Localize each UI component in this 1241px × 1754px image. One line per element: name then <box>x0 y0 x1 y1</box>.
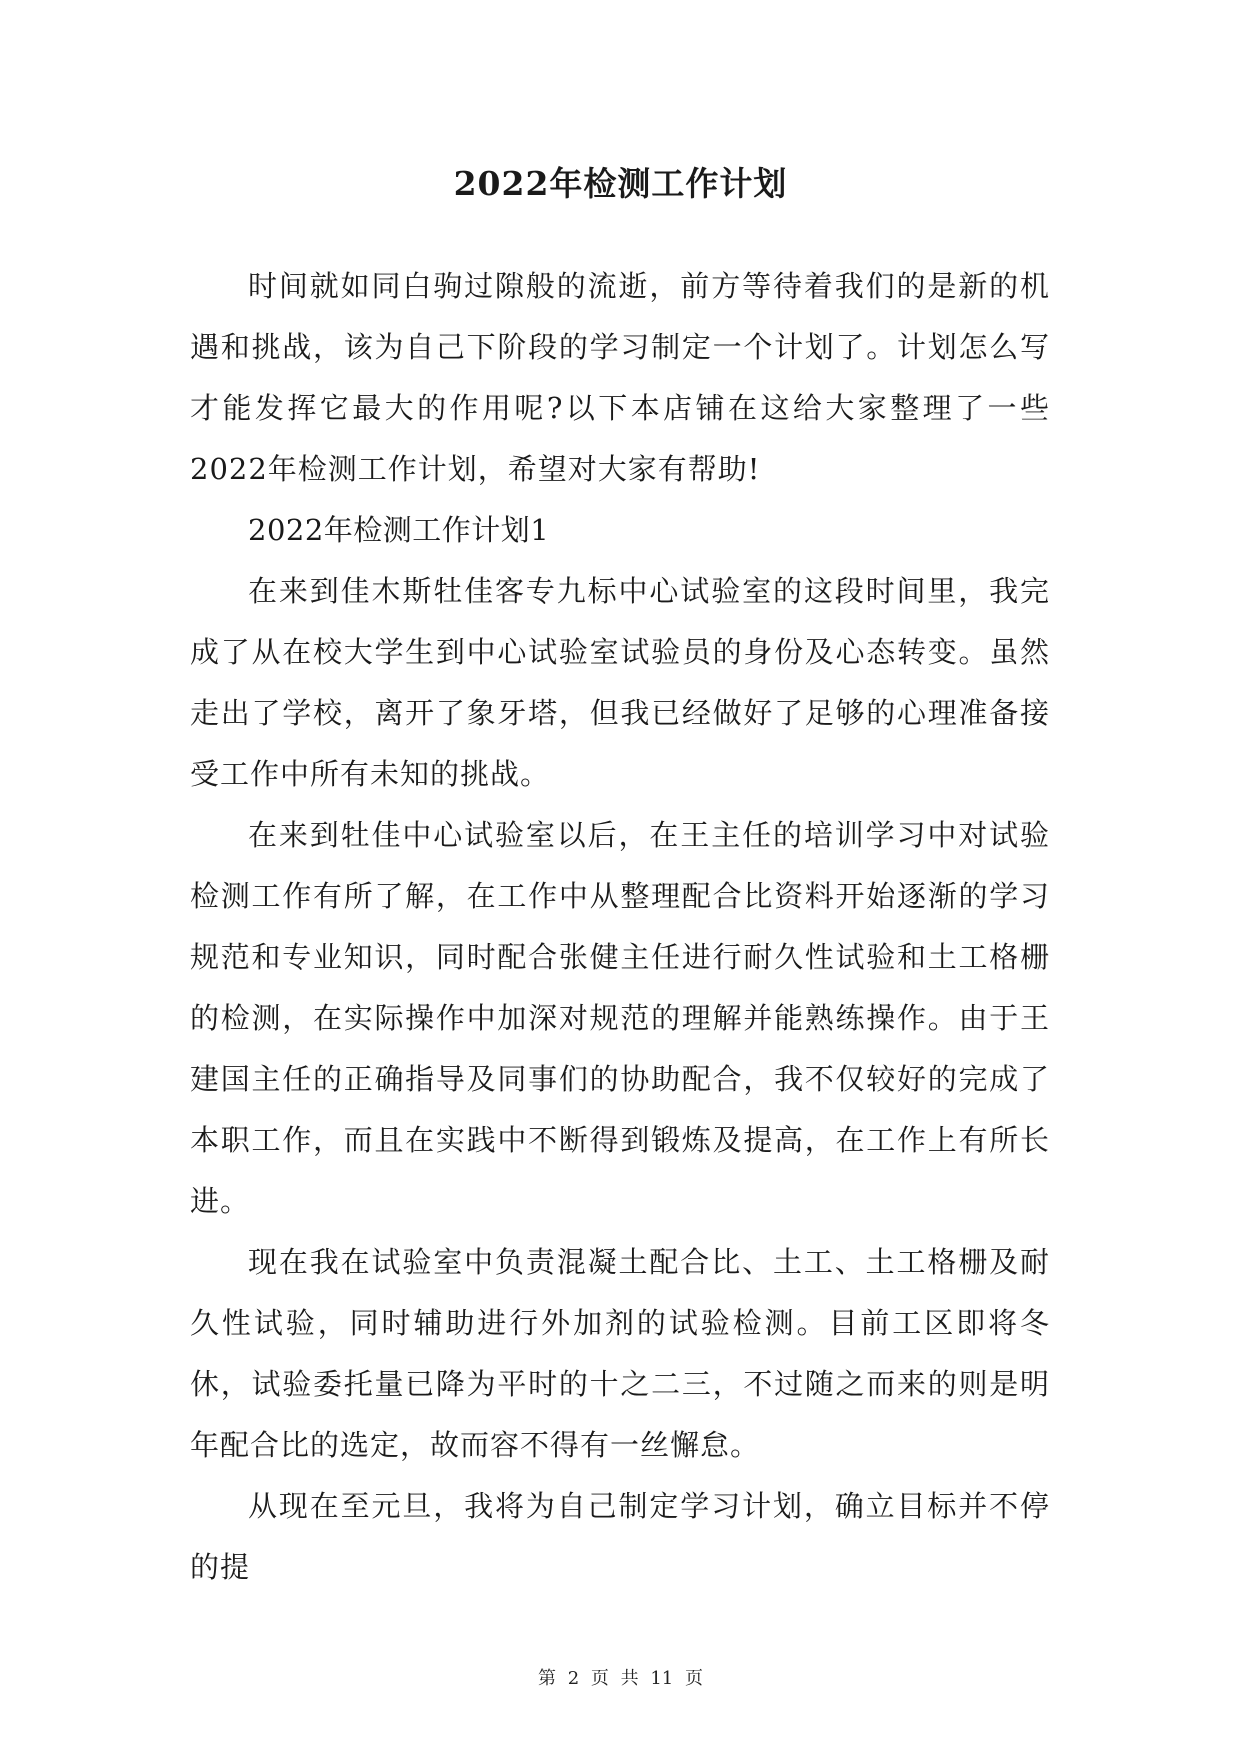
document-body <box>190 256 1050 1598</box>
document-title: 2022年检测工作计划 <box>453 164 788 203</box>
body-paragraph: 现在我在试验室中负责混凝土配合比、土工、土工格栅及耐久性试验，同时辅助进行外加剂的试验检测。目前工区即将冬休，试验委托量已降为平时的十之二三，不过随之而来的则是明年配合比的选定，故而容不得有一丝懈怠。 <box>190 1245 1050 1462</box>
body-paragraph: 在来到佳木斯牡佳客专九标中心试验室的这段时间里，我完成了从在校大学生到中心试验室试验员的身份及心态转变。虽然走出了学校，离开了象牙塔，但我已经做好了足够的心理准备接受工作中所有未知的挑战。 <box>190 574 1050 791</box>
section-heading: 2022年检测工作计划1 <box>248 513 550 547</box>
intro-paragraph: 时间就如同白驹过隙般的流逝，前方等待着我们的是新的机遇和挑战，该为自己下阶段的学习制定一个计划了。计划怎么写才能发挥它最大的作用呢?以下本店铺在这给大家整理了一些2022年检测工作计划，希望对大家有帮助! <box>190 269 1050 486</box>
page-number-footer: 第 2 页 共 11 页 <box>538 1668 703 1689</box>
body-paragraph: 从现在至元旦，我将为自己制定学习计划，确立目标并不停的提 <box>190 1489 1050 1584</box>
body-paragraph: 在来到牡佳中心试验室以后，在王主任的培训学习中对试验检测工作有所了解，在工作中从整理配合比资料开始逐渐的学习规范和专业知识，同时配合张健主任进行耐久性试验和土工格栅的检测，在实际操作中加深对规范的理解并能熟练操作。由于王建国主任的正确指导及同事们的协助配合，我不仅较好的完成了本职工作，而且在实践中不断得到锻炼及提高，在工作上有所长进。 <box>190 818 1050 1218</box>
